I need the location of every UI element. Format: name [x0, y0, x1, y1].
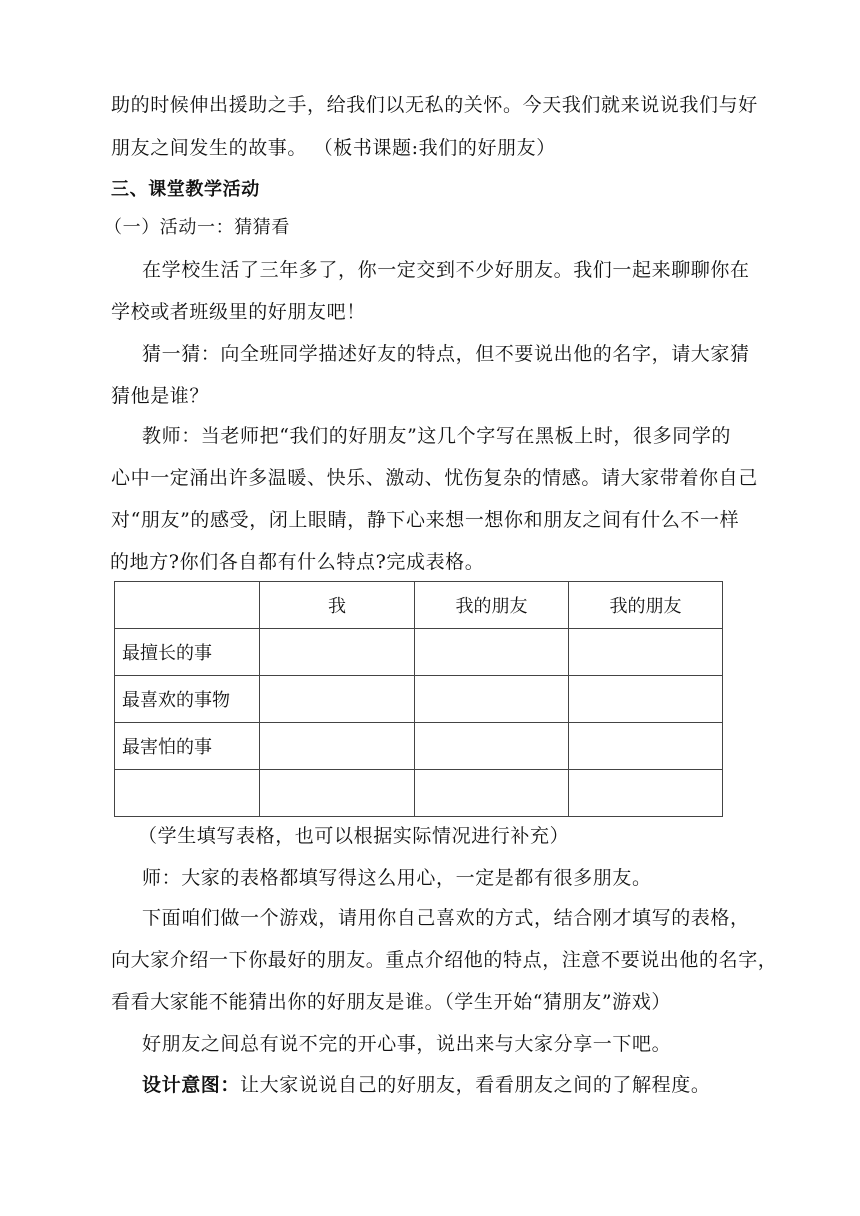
paragraph-2-line-1: 在学校生活了三年多了，你一定交到不少好朋友。我们一起来聊聊你在: [142, 259, 750, 281]
paragraph-7-line-2: 向大家介绍一下你最好的朋友。重点介绍他的特点，注意不要说出他的名字，: [111, 949, 778, 971]
table-cell[interactable]: [415, 629, 569, 676]
paragraph-2-line-2: 学校或者班级里的好朋友吧！: [111, 301, 366, 323]
table-row-label: 最喜欢的事物: [115, 676, 260, 723]
friends-table: [114, 581, 723, 817]
table-cell[interactable]: [260, 629, 415, 676]
table-row-label: 最害怕的事: [115, 723, 260, 770]
table-header-cell: [115, 582, 260, 629]
table-cell[interactable]: [415, 770, 569, 817]
table-cell[interactable]: [415, 723, 569, 770]
table-row: [115, 629, 723, 676]
table-cell[interactable]: [260, 770, 415, 817]
paragraph-8: 好朋友之间总有说不完的开心事，说出来与大家分享一下吧。: [142, 1033, 672, 1055]
table-cell[interactable]: [569, 723, 723, 770]
activity-heading: （一）活动一：猜猜看: [104, 217, 290, 238]
table-cell[interactable]: [260, 676, 415, 723]
table-header-cell: 我的朋友: [569, 582, 723, 629]
table-cell[interactable]: [415, 676, 569, 723]
paragraph-5: （学生填写表格，也可以根据实际情况进行补充）: [138, 825, 570, 847]
table-cell[interactable]: [569, 629, 723, 676]
table-header-cell: 我: [260, 582, 415, 629]
table-cell[interactable]: [260, 723, 415, 770]
paragraph-intro-line-2: 朋友之间发生的故事。 （板书课题:我们的好朋友）: [111, 137, 556, 159]
paragraph-3-line-2: 猜他是谁？: [111, 385, 210, 407]
paragraph-7-line-1: 下面咱们做一个游戏，请用你自己喜欢的方式，结合刚才填写的表格，: [142, 907, 750, 929]
section-heading: 三、课堂教学活动: [111, 179, 260, 200]
design-intent-label: 设计意图：: [142, 1074, 241, 1096]
table-header-cell: 我的朋友: [415, 582, 569, 629]
table-header-row: [115, 582, 723, 629]
table-row-label: 最擅长的事: [115, 629, 260, 676]
paragraph-4-line-1: 教师：当老师把“我们的好朋友”这几个字写在黑板上时，很多同学的: [142, 425, 732, 447]
paragraph-4-line-4: 的地方?你们各自都有什么特点?完成表格。: [110, 551, 485, 573]
paragraph-3-line-1: 猜一猜：向全班同学描述好友的特点，但不要说出他的名字，请大家猜: [142, 343, 750, 365]
paragraph-4-line-2: 心中一定涌出许多温暖、快乐、激动、忧伤复杂的情感。请大家带着你自己: [111, 467, 758, 489]
paragraph-4-line-3: 对“朋友”的感受，闭上眼睛，静下心来想一想你和朋友之间有什么不一样: [111, 509, 740, 531]
design-intent-text: 让大家说说自己的好朋友，看看朋友之间的了解程度。: [240, 1074, 711, 1096]
table-row: [115, 770, 723, 817]
table-row: [115, 676, 723, 723]
paragraph-7-line-3: 看看大家能不能猜出你的好朋友是谁。（学生开始“猜朋友”游戏）: [111, 991, 671, 1013]
table-row-label[interactable]: [115, 770, 260, 817]
table-row: [115, 723, 723, 770]
design-intent: [142, 1073, 802, 1097]
paragraph-6: 师：大家的表格都填写得这么用心，一定是都有很多朋友。: [142, 867, 652, 889]
table-cell[interactable]: [569, 676, 723, 723]
table-cell[interactable]: [569, 770, 723, 817]
paragraph-intro-line-1: 助的时候伸出援助之手，给我们以无私的关怀。今天我们就来说说我们与好: [111, 94, 758, 116]
